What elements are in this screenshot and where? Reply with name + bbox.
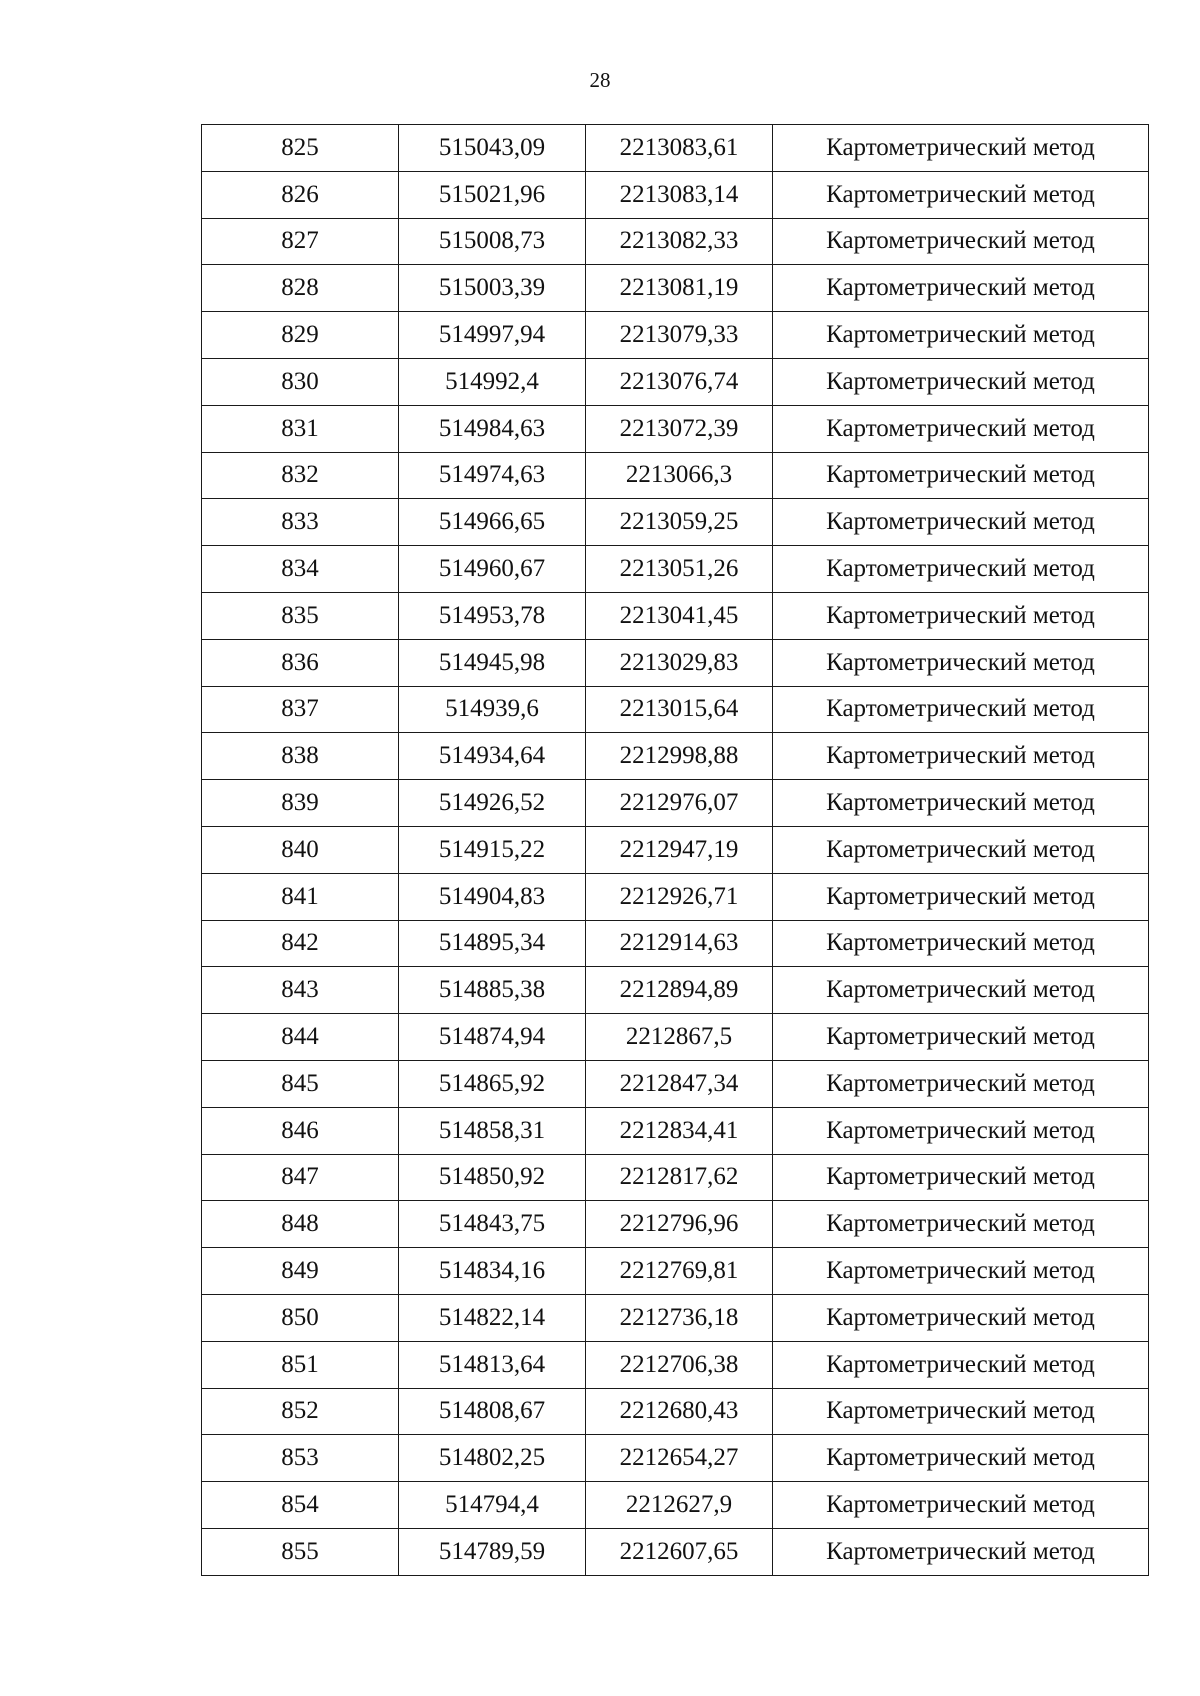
method-cell: Картометрический метод	[773, 780, 1149, 827]
table-row	[202, 1060, 1149, 1107]
x-coordinate-cell: 514915,22	[399, 826, 586, 873]
table-row	[202, 686, 1149, 733]
x-coordinate-cell: 514865,92	[399, 1060, 586, 1107]
point-number-cell: 829	[202, 312, 399, 359]
point-number-cell: 852	[202, 1388, 399, 1435]
point-number-cell: 842	[202, 920, 399, 967]
method-cell: Картометрический метод	[773, 546, 1149, 593]
table-row	[202, 1435, 1149, 1482]
point-number-cell: 847	[202, 1154, 399, 1201]
point-number-cell: 839	[202, 780, 399, 827]
point-number-cell: 828	[202, 265, 399, 312]
point-number-cell: 827	[202, 218, 399, 265]
y-coordinate-cell: 2213081,19	[586, 265, 773, 312]
x-coordinate-cell: 514974,63	[399, 452, 586, 499]
table-row	[202, 499, 1149, 546]
table-row	[202, 1107, 1149, 1154]
point-number-cell: 833	[202, 499, 399, 546]
x-coordinate-cell: 514953,78	[399, 592, 586, 639]
table-row	[202, 546, 1149, 593]
x-coordinate-cell: 515021,96	[399, 171, 586, 218]
method-cell: Картометрический метод	[773, 1201, 1149, 1248]
method-cell: Картометрический метод	[773, 312, 1149, 359]
point-number-cell: 844	[202, 1014, 399, 1061]
method-cell: Картометрический метод	[773, 265, 1149, 312]
point-number-cell: 840	[202, 826, 399, 873]
y-coordinate-cell: 2212914,63	[586, 920, 773, 967]
table-row	[202, 1341, 1149, 1388]
y-coordinate-cell: 2212894,89	[586, 967, 773, 1014]
x-coordinate-cell: 514997,94	[399, 312, 586, 359]
table-row	[202, 1248, 1149, 1295]
point-number-cell: 831	[202, 405, 399, 452]
point-number-cell: 850	[202, 1294, 399, 1341]
method-cell: Картометрический метод	[773, 499, 1149, 546]
point-number-cell: 825	[202, 125, 399, 172]
point-number-cell: 826	[202, 171, 399, 218]
x-coordinate-cell: 514960,67	[399, 546, 586, 593]
table-row	[202, 1154, 1149, 1201]
y-coordinate-cell: 2213029,83	[586, 639, 773, 686]
method-cell: Картометрический метод	[773, 1482, 1149, 1529]
table-row	[202, 1201, 1149, 1248]
point-number-cell: 830	[202, 358, 399, 405]
y-coordinate-cell: 2213083,61	[586, 125, 773, 172]
y-coordinate-cell: 2213041,45	[586, 592, 773, 639]
point-number-cell: 853	[202, 1435, 399, 1482]
y-coordinate-cell: 2213059,25	[586, 499, 773, 546]
y-coordinate-cell: 2212947,19	[586, 826, 773, 873]
y-coordinate-cell: 2212736,18	[586, 1294, 773, 1341]
table-row	[202, 125, 1149, 172]
x-coordinate-cell: 514939,6	[399, 686, 586, 733]
method-cell: Картометрический метод	[773, 358, 1149, 405]
method-cell: Картометрический метод	[773, 1107, 1149, 1154]
point-number-cell: 835	[202, 592, 399, 639]
method-cell: Картометрический метод	[773, 592, 1149, 639]
x-coordinate-cell: 514895,34	[399, 920, 586, 967]
table-row	[202, 1388, 1149, 1435]
y-coordinate-cell: 2212817,62	[586, 1154, 773, 1201]
point-number-cell: 854	[202, 1482, 399, 1529]
y-coordinate-cell: 2212796,96	[586, 1201, 773, 1248]
x-coordinate-cell: 514926,52	[399, 780, 586, 827]
x-coordinate-cell: 515043,09	[399, 125, 586, 172]
x-coordinate-cell: 514904,83	[399, 873, 586, 920]
coordinates-table-body	[202, 125, 1149, 1576]
table-row	[202, 358, 1149, 405]
x-coordinate-cell: 514934,64	[399, 733, 586, 780]
y-coordinate-cell: 2213072,39	[586, 405, 773, 452]
x-coordinate-cell: 514850,92	[399, 1154, 586, 1201]
y-coordinate-cell: 2213066,3	[586, 452, 773, 499]
point-number-cell: 845	[202, 1060, 399, 1107]
point-number-cell: 836	[202, 639, 399, 686]
y-coordinate-cell: 2212706,38	[586, 1341, 773, 1388]
x-coordinate-cell: 514885,38	[399, 967, 586, 1014]
method-cell: Картометрический метод	[773, 218, 1149, 265]
table-row	[202, 405, 1149, 452]
method-cell: Картометрический метод	[773, 873, 1149, 920]
table-row	[202, 1482, 1149, 1529]
point-number-cell: 846	[202, 1107, 399, 1154]
method-cell: Картометрический метод	[773, 733, 1149, 780]
y-coordinate-cell: 2212769,81	[586, 1248, 773, 1295]
x-coordinate-cell: 514945,98	[399, 639, 586, 686]
method-cell: Картометрический метод	[773, 967, 1149, 1014]
y-coordinate-cell: 2212867,5	[586, 1014, 773, 1061]
method-cell: Картометрический метод	[773, 1294, 1149, 1341]
point-number-cell: 841	[202, 873, 399, 920]
method-cell: Картометрический метод	[773, 1388, 1149, 1435]
method-cell: Картометрический метод	[773, 1154, 1149, 1201]
method-cell: Картометрический метод	[773, 452, 1149, 499]
method-cell: Картометрический метод	[773, 826, 1149, 873]
table-row	[202, 312, 1149, 359]
y-coordinate-cell: 2212680,43	[586, 1388, 773, 1435]
point-number-cell: 843	[202, 967, 399, 1014]
table-row	[202, 171, 1149, 218]
x-coordinate-cell: 514984,63	[399, 405, 586, 452]
point-number-cell: 837	[202, 686, 399, 733]
y-coordinate-cell: 2213082,33	[586, 218, 773, 265]
page-number: 28	[589, 68, 611, 92]
table-row	[202, 452, 1149, 499]
x-coordinate-cell: 514834,16	[399, 1248, 586, 1295]
y-coordinate-cell: 2212834,41	[586, 1107, 773, 1154]
table-row	[202, 639, 1149, 686]
table-row	[202, 218, 1149, 265]
x-coordinate-cell: 514808,67	[399, 1388, 586, 1435]
table-row	[202, 967, 1149, 1014]
y-coordinate-cell: 2213083,14	[586, 171, 773, 218]
table-row	[202, 265, 1149, 312]
table-row	[202, 592, 1149, 639]
method-cell: Картометрический метод	[773, 171, 1149, 218]
method-cell: Картометрический метод	[773, 1341, 1149, 1388]
method-cell: Картометрический метод	[773, 125, 1149, 172]
y-coordinate-cell: 2212654,27	[586, 1435, 773, 1482]
x-coordinate-cell: 514813,64	[399, 1341, 586, 1388]
table-row	[202, 733, 1149, 780]
method-cell: Картометрический метод	[773, 1248, 1149, 1295]
point-number-cell: 834	[202, 546, 399, 593]
x-coordinate-cell: 514843,75	[399, 1201, 586, 1248]
point-number-cell: 849	[202, 1248, 399, 1295]
point-number-cell: 848	[202, 1201, 399, 1248]
x-coordinate-cell: 514966,65	[399, 499, 586, 546]
x-coordinate-cell: 514822,14	[399, 1294, 586, 1341]
method-cell: Картометрический метод	[773, 1060, 1149, 1107]
method-cell: Картометрический метод	[773, 920, 1149, 967]
table-row	[202, 826, 1149, 873]
x-coordinate-cell: 514858,31	[399, 1107, 586, 1154]
table-row	[202, 873, 1149, 920]
y-coordinate-cell: 2212607,65	[586, 1528, 773, 1575]
method-cell: Картометрический метод	[773, 1528, 1149, 1575]
point-number-cell: 832	[202, 452, 399, 499]
y-coordinate-cell: 2212627,9	[586, 1482, 773, 1529]
y-coordinate-cell: 2212926,71	[586, 873, 773, 920]
x-coordinate-cell: 515003,39	[399, 265, 586, 312]
x-coordinate-cell: 514992,4	[399, 358, 586, 405]
y-coordinate-cell: 2213076,74	[586, 358, 773, 405]
x-coordinate-cell: 514794,4	[399, 1482, 586, 1529]
point-number-cell: 851	[202, 1341, 399, 1388]
table-row	[202, 780, 1149, 827]
table-row	[202, 1014, 1149, 1061]
table-row	[202, 920, 1149, 967]
y-coordinate-cell: 2213015,64	[586, 686, 773, 733]
y-coordinate-cell: 2212847,34	[586, 1060, 773, 1107]
method-cell: Картометрический метод	[773, 686, 1149, 733]
x-coordinate-cell: 514802,25	[399, 1435, 586, 1482]
y-coordinate-cell: 2212998,88	[586, 733, 773, 780]
x-coordinate-cell: 514874,94	[399, 1014, 586, 1061]
method-cell: Картометрический метод	[773, 1014, 1149, 1061]
x-coordinate-cell: 514789,59	[399, 1528, 586, 1575]
y-coordinate-cell: 2213079,33	[586, 312, 773, 359]
y-coordinate-cell: 2212976,07	[586, 780, 773, 827]
coordinates-table	[201, 124, 1149, 1576]
method-cell: Картометрический метод	[773, 1435, 1149, 1482]
method-cell: Картометрический метод	[773, 405, 1149, 452]
y-coordinate-cell: 2213051,26	[586, 546, 773, 593]
point-number-cell: 855	[202, 1528, 399, 1575]
table-row	[202, 1294, 1149, 1341]
point-number-cell: 838	[202, 733, 399, 780]
x-coordinate-cell: 515008,73	[399, 218, 586, 265]
table-row	[202, 1528, 1149, 1575]
method-cell: Картометрический метод	[773, 639, 1149, 686]
